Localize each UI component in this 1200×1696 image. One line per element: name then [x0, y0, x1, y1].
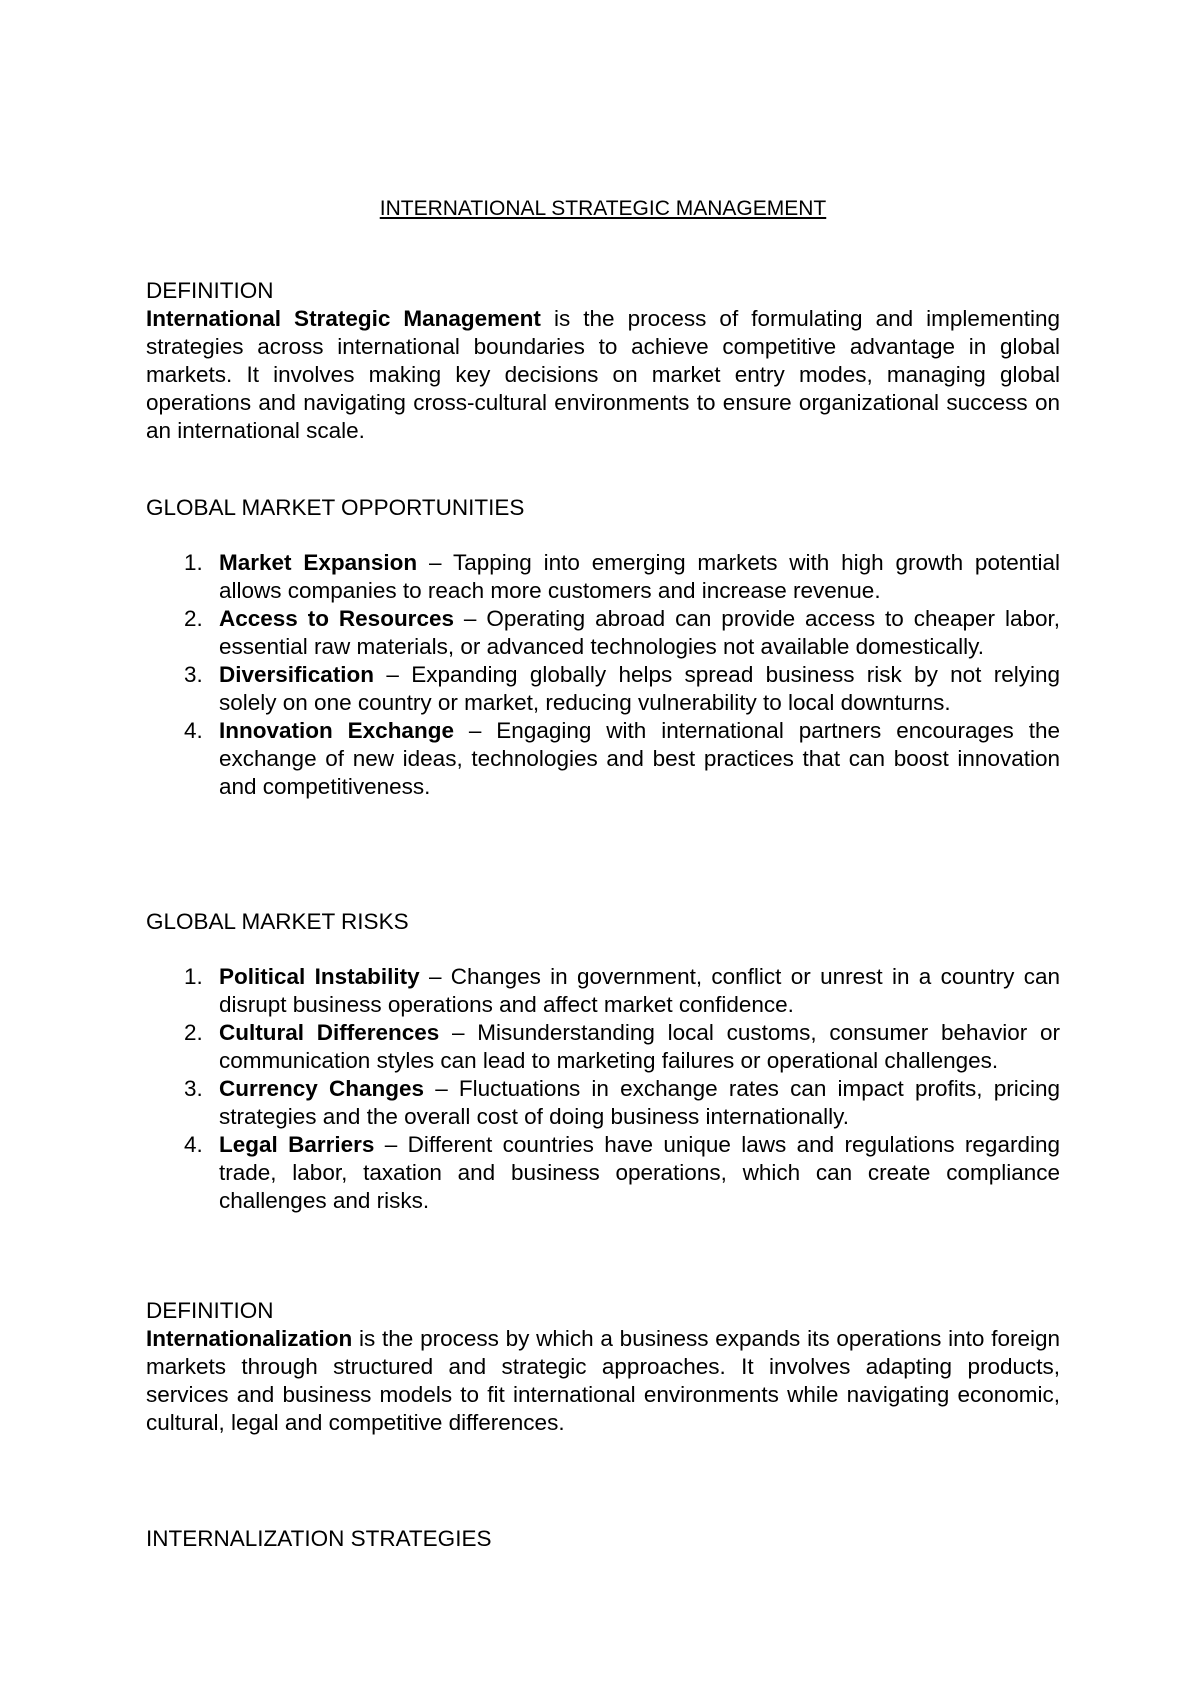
opportunities-list: [146, 549, 1060, 801]
item-text: – Changes in government, conflict or unrest in a country can disrupt business operations and affect market confidence.: [219, 964, 1061, 1017]
list-item: [146, 717, 1060, 801]
item-term: Innovation Exchange: [219, 718, 454, 743]
item-term: Currency Changes: [219, 1076, 424, 1101]
list-number: 4.: [184, 718, 203, 743]
item-term: Access to Resources: [219, 606, 454, 631]
list-number: 3.: [184, 1076, 203, 1101]
definition-paragraph: [146, 305, 1060, 445]
list-item: [146, 661, 1060, 717]
section-heading: DEFINITION: [146, 278, 274, 303]
list-item: [146, 549, 1060, 605]
list-number: 1.: [184, 964, 203, 989]
item-term: Political Instability: [219, 964, 420, 989]
item-text: – Tapping into emerging markets with high growth potential allows companies to reach more customers and increase revenue.: [219, 550, 1060, 603]
definition-section-1: [146, 277, 1060, 445]
item-text: – Different countries have unique laws and regulations regarding trade, labor, taxation and business operations, which can create compliance challenges and risks.: [219, 1132, 1060, 1213]
list-item: [146, 1075, 1060, 1131]
list-item: [146, 963, 1060, 1019]
definition-text: is the process of formulating and implementing strategies across international boundaries to achieve competitive advantage in global markets. It involves making key decisions on market entry modes, managing global operations and navigating cross-cultural environments to ensure organizational success on an international scale.: [146, 306, 1060, 443]
opportunities-section: [146, 494, 1060, 801]
item-term: Cultural Differences: [219, 1020, 440, 1045]
risks-list: [146, 963, 1060, 1215]
section-heading: GLOBAL MARKET RISKS: [146, 909, 409, 934]
definition-section-2: [146, 1297, 1060, 1437]
item-term: Legal Barriers: [219, 1132, 375, 1157]
list-number: 3.: [184, 662, 203, 687]
section-heading: GLOBAL MARKET OPPORTUNITIES: [146, 495, 525, 520]
risks-section: [146, 908, 1060, 1215]
list-number: 2.: [184, 606, 203, 631]
item-text: – Expanding globally helps spread business risk by not relying solely on one country or market, reducing vulnerability to local downturns.: [219, 662, 1060, 715]
list-item: [146, 605, 1060, 661]
item-term: Diversification: [219, 662, 375, 687]
document-title: INTERNATIONAL STRATEGIC MANAGEMENT: [379, 197, 827, 220]
list-number: 1.: [184, 550, 203, 575]
defined-term: Internationalization: [146, 1326, 353, 1351]
item-text: – Engaging with international partners encourages the exchange of new ideas, technologies and best practices that can boost innovation and competitiveness.: [219, 718, 1060, 799]
list-item: [146, 1019, 1060, 1075]
list-number: 4.: [184, 1132, 203, 1157]
item-text: – Operating abroad can provide access to cheaper labor, essential raw materials, or advanced technologies not available domestically.: [219, 606, 1060, 659]
definition-text: is the process by which a business expands its operations into foreign markets through structured and strategic approaches. It involves adapting products, services and business models to fit international environments while navigating economic, cultural, legal and competitive differences.: [146, 1326, 1060, 1435]
section-heading: INTERNALIZATION STRATEGIES: [146, 1526, 492, 1551]
definition-paragraph: [146, 1325, 1060, 1437]
strategies-section: [146, 1525, 1060, 1553]
defined-term: International Strategic Management: [146, 306, 541, 331]
section-heading: DEFINITION: [146, 1298, 274, 1323]
item-term: Market Expansion: [219, 550, 418, 575]
list-number: 2.: [184, 1020, 203, 1045]
list-item: [146, 1131, 1060, 1215]
item-text: – Misunderstanding local customs, consumer behavior or communication styles can lead to marketing failures or operational challenges.: [219, 1020, 1060, 1073]
item-text: – Fluctuations in exchange rates can impact profits, pricing strategies and the overall cost of doing business internationally.: [219, 1076, 1060, 1129]
